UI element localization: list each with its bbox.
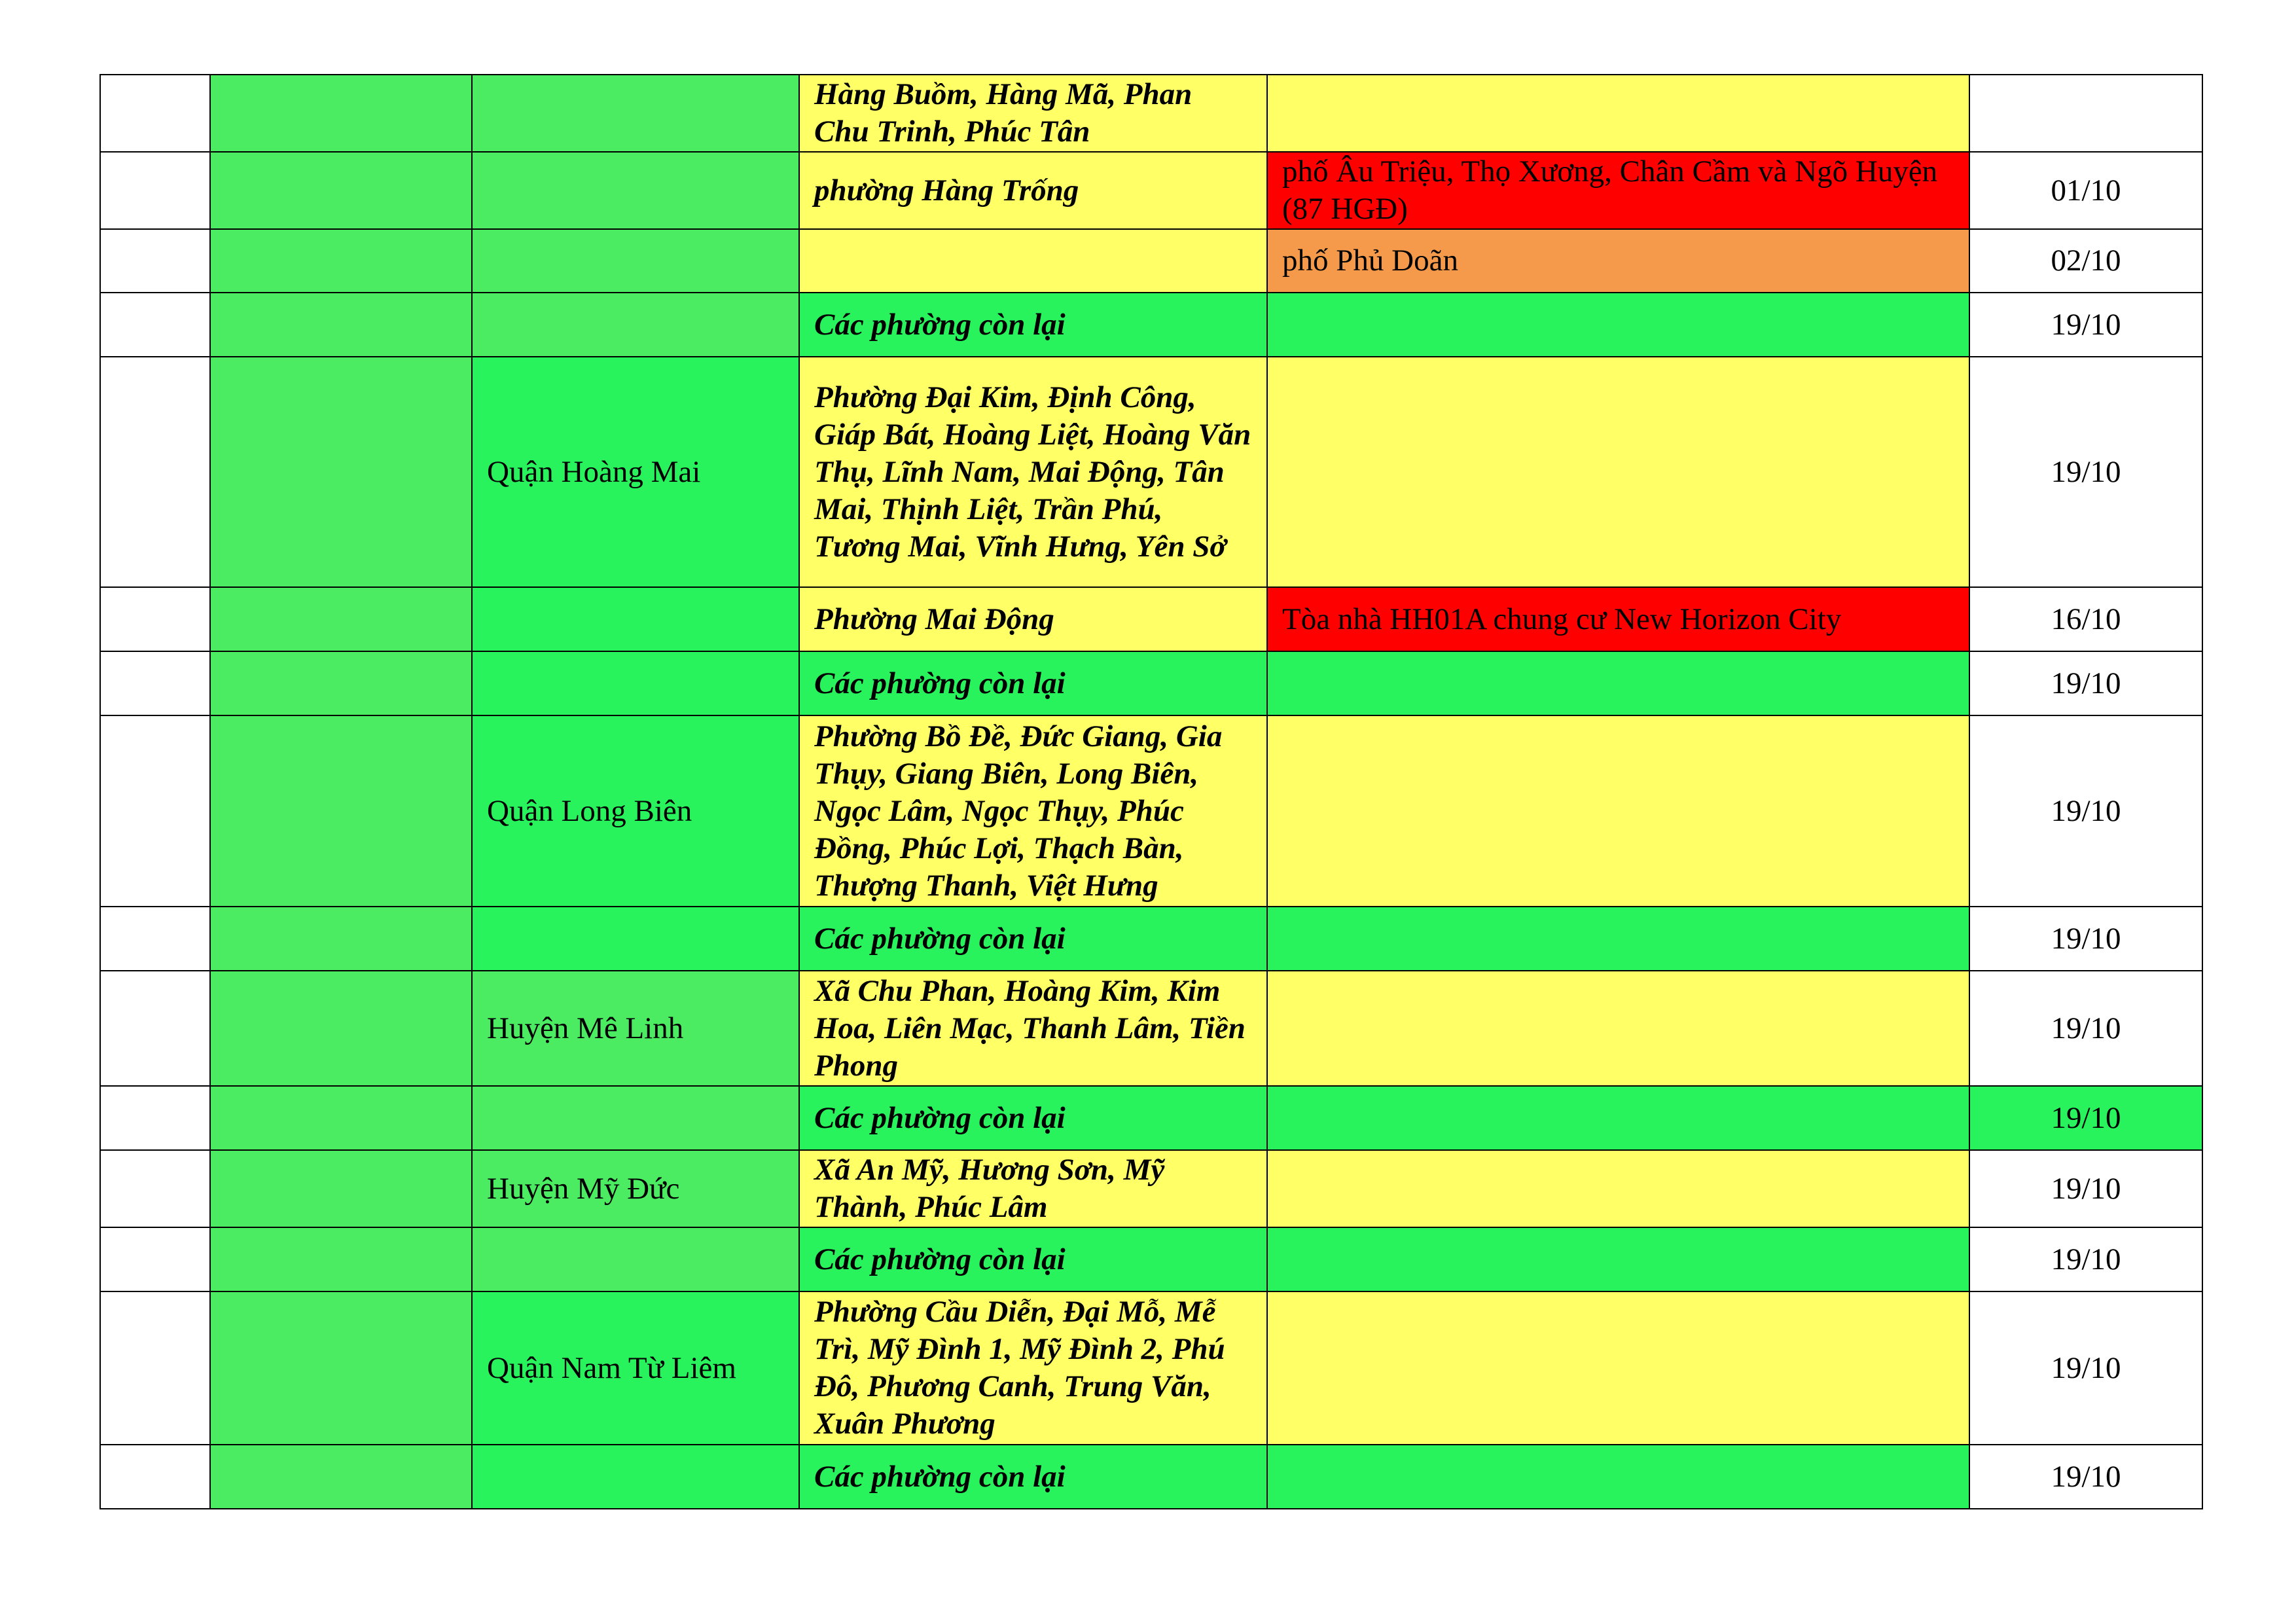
district-cell: Quận Long Biên (472, 715, 799, 907)
index-cell (100, 907, 210, 971)
table-row (100, 229, 2202, 293)
index-cell (100, 1445, 210, 1509)
index-cell (100, 293, 210, 357)
table-row (100, 651, 2202, 715)
date-cell: 19/10 (1969, 1086, 2202, 1150)
city-cell (210, 1291, 472, 1445)
area-cell (1267, 971, 1969, 1086)
table-row (100, 152, 2202, 229)
district-cell: Quận Nam Từ Liêm (472, 1291, 799, 1445)
ward-cell (799, 229, 1267, 293)
area-cell (1267, 1227, 1969, 1291)
city-cell (210, 587, 472, 651)
ward-cell: Phường Mai Động (799, 587, 1267, 651)
district-cell: Huyện Mỹ Đức (472, 1150, 799, 1227)
index-cell (100, 1291, 210, 1445)
district-cell: Huyện Mê Linh (472, 971, 799, 1086)
date-cell: 19/10 (1969, 651, 2202, 715)
ward-cell: Các phường còn lại (799, 907, 1267, 971)
ward-cell: Phường Cầu Diễn, Đại Mỗ, Mễ Trì, Mỹ Đình 1, Mỹ Đình 2, Phú Đô, Phương Canh, Trung Văn, Xuân Phương (799, 1291, 1267, 1445)
area-cell (1267, 1150, 1969, 1227)
area-cell (1267, 1291, 1969, 1445)
zone-table-body (100, 75, 2202, 1509)
table-row (100, 587, 2202, 651)
area-cell (1267, 293, 1969, 357)
table-row (100, 715, 2202, 907)
ward-cell: Phường Bồ Đề, Đức Giang, Gia Thụy, Giang Biên, Long Biên, Ngọc Lâm, Ngọc Thụy, Phúc Đồng, Phúc Lợi, Thạch Bàn, Thượng Thanh, Việt Hưng (799, 715, 1267, 907)
table-row (100, 1227, 2202, 1291)
date-cell: 19/10 (1969, 971, 2202, 1086)
city-cell (210, 1086, 472, 1150)
district-cell (472, 651, 799, 715)
table-row (100, 1445, 2202, 1509)
city-cell (210, 715, 472, 907)
city-cell (210, 229, 472, 293)
ward-cell: Các phường còn lại (799, 293, 1267, 357)
district-cell (472, 1227, 799, 1291)
area-cell: Tòa nhà HH01A chung cư New Horizon City (1267, 587, 1969, 651)
index-cell (100, 152, 210, 229)
date-cell: 16/10 (1969, 587, 2202, 651)
ward-cell: Các phường còn lại (799, 1445, 1267, 1509)
ward-cell: Xã An Mỹ, Hương Sơn, Mỹ Thành, Phúc Lâm (799, 1150, 1267, 1227)
area-cell (1267, 357, 1969, 587)
date-cell: 19/10 (1969, 1291, 2202, 1445)
date-cell: 02/10 (1969, 229, 2202, 293)
city-cell (210, 1445, 472, 1509)
area-cell: phố Phủ Doãn (1267, 229, 1969, 293)
area-cell (1267, 907, 1969, 971)
table-row (100, 1086, 2202, 1150)
date-cell (1969, 75, 2202, 152)
district-cell (472, 1445, 799, 1509)
date-cell: 19/10 (1969, 715, 2202, 907)
date-cell: 19/10 (1969, 357, 2202, 587)
district-cell (472, 293, 799, 357)
district-cell (472, 75, 799, 152)
index-cell (100, 651, 210, 715)
city-cell (210, 971, 472, 1086)
ward-cell: Các phường còn lại (799, 651, 1267, 715)
district-cell (472, 587, 799, 651)
table-row (100, 293, 2202, 357)
ward-cell: Xã Chu Phan, Hoàng Kim, Kim Hoa, Liên Mạc, Thanh Lâm, Tiền Phong (799, 971, 1267, 1086)
ward-cell: phường Hàng Trống (799, 152, 1267, 229)
ward-cell: Hàng Buồm, Hàng Mã, Phan Chu Trinh, Phúc Tân (799, 75, 1267, 152)
table-row (100, 907, 2202, 971)
area-cell: phố Âu Triệu, Thọ Xương, Chân Cầm và Ngõ Huyện (87 HGĐ) (1267, 152, 1969, 229)
date-cell: 19/10 (1969, 907, 2202, 971)
table-row (100, 75, 2202, 152)
index-cell (100, 587, 210, 651)
area-cell (1267, 715, 1969, 907)
city-cell (210, 357, 472, 587)
city-cell (210, 907, 472, 971)
table-row (100, 971, 2202, 1086)
date-cell: 19/10 (1969, 1150, 2202, 1227)
date-cell: 01/10 (1969, 152, 2202, 229)
area-cell (1267, 1086, 1969, 1150)
index-cell (100, 1227, 210, 1291)
table-row (100, 1291, 2202, 1445)
date-cell: 19/10 (1969, 1445, 2202, 1509)
area-cell (1267, 1445, 1969, 1509)
city-cell (210, 1150, 472, 1227)
table-row (100, 357, 2202, 587)
district-cell (472, 1086, 799, 1150)
index-cell (100, 357, 210, 587)
zone-table (99, 74, 2203, 1509)
city-cell (210, 1227, 472, 1291)
city-cell (210, 152, 472, 229)
index-cell (100, 229, 210, 293)
index-cell (100, 75, 210, 152)
city-cell (210, 75, 472, 152)
date-cell: 19/10 (1969, 1227, 2202, 1291)
ward-cell: Các phường còn lại (799, 1086, 1267, 1150)
area-cell (1267, 75, 1969, 152)
city-cell (210, 651, 472, 715)
index-cell (100, 1086, 210, 1150)
ward-cell: Các phường còn lại (799, 1227, 1267, 1291)
district-cell (472, 152, 799, 229)
index-cell (100, 1150, 210, 1227)
district-cell: Quận Hoàng Mai (472, 357, 799, 587)
area-cell (1267, 651, 1969, 715)
district-cell (472, 907, 799, 971)
index-cell (100, 971, 210, 1086)
table-row (100, 1150, 2202, 1227)
index-cell (100, 715, 210, 907)
ward-cell: Phường Đại Kim, Định Công, Giáp Bát, Hoàng Liệt, Hoàng Văn Thụ, Lĩnh Nam, Mai Động, Tân Mai, Thịnh Liệt, Trần Phú, Tương Mai, Vĩnh Hưng, Yên Sở (799, 357, 1267, 587)
district-cell (472, 229, 799, 293)
date-cell: 19/10 (1969, 293, 2202, 357)
city-cell (210, 293, 472, 357)
